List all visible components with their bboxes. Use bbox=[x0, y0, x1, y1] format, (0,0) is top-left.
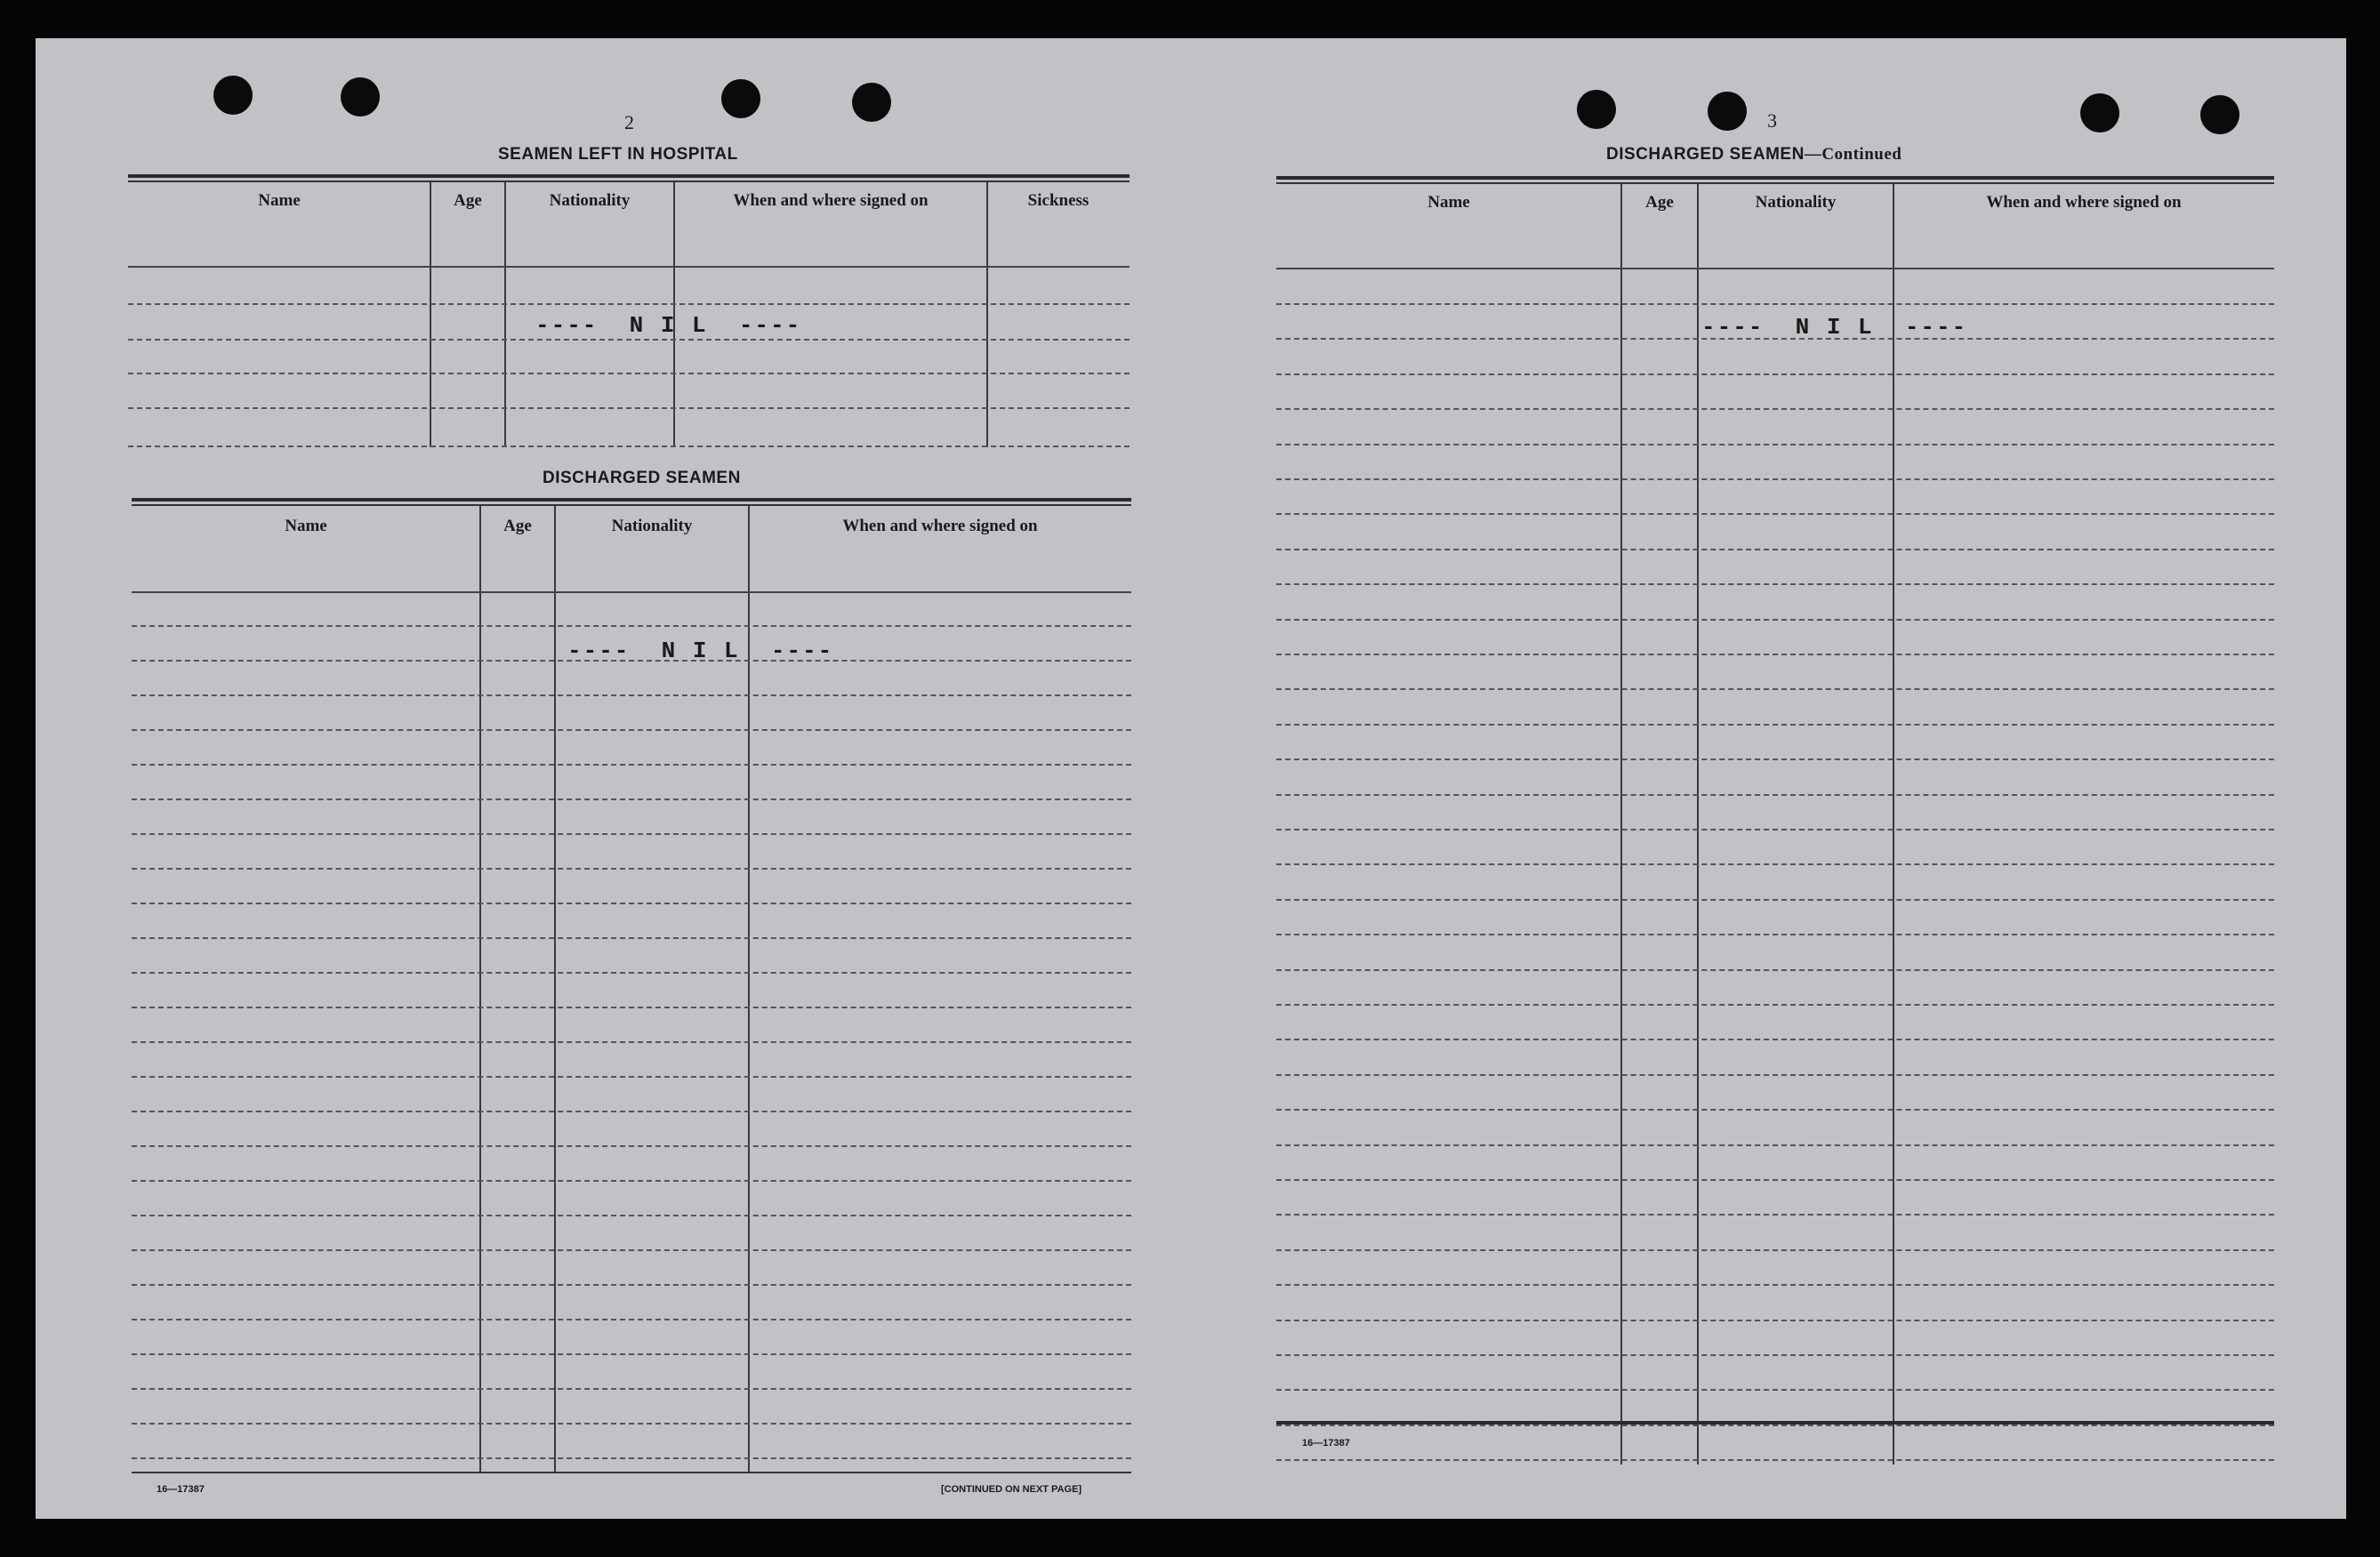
right-bottom-rule bbox=[1276, 1421, 2274, 1425]
row-line bbox=[132, 694, 1131, 696]
right-nil-entry: ---- N I L ---- bbox=[1701, 314, 1968, 341]
row-line bbox=[1276, 373, 2274, 375]
discharged-col-nationality: Nationality bbox=[611, 517, 693, 535]
row-line bbox=[1276, 1389, 2274, 1391]
row-line bbox=[1276, 969, 2274, 971]
hospital-col-age: Age bbox=[454, 191, 482, 210]
row-line bbox=[1276, 1320, 2274, 1321]
row-line bbox=[1276, 688, 2274, 690]
row-line bbox=[132, 764, 1131, 766]
hospital-col-name: Name bbox=[258, 191, 301, 210]
row-line bbox=[1276, 1144, 2274, 1146]
row-line bbox=[132, 1145, 1131, 1147]
row-line bbox=[132, 1423, 1131, 1425]
row-line bbox=[128, 339, 1130, 341]
continued-note: [CONTINUED ON NEXT PAGE] bbox=[941, 1484, 1082, 1495]
row-line bbox=[132, 729, 1131, 731]
page-number-right: 3 bbox=[1767, 109, 1777, 132]
document-sheet bbox=[36, 38, 2346, 1519]
punch-hole bbox=[721, 79, 760, 118]
row-line bbox=[128, 407, 1130, 409]
row-line bbox=[132, 1284, 1131, 1286]
row-line bbox=[132, 903, 1131, 904]
row-line bbox=[132, 868, 1131, 870]
row-line bbox=[1276, 863, 2274, 865]
row-line bbox=[1276, 829, 2274, 831]
right-col-nationality: Nationality bbox=[1755, 193, 1837, 212]
hospital-nil-entry: ---- N I L ---- bbox=[535, 312, 802, 339]
row-line bbox=[1276, 619, 2274, 621]
discharged-col-name: Name bbox=[285, 517, 327, 535]
punch-hole bbox=[213, 76, 253, 115]
right-section-title-main: DISCHARGED SEAMEN bbox=[1606, 145, 1805, 164]
right-section-title bbox=[1606, 145, 1902, 165]
col-divider bbox=[479, 506, 481, 1473]
row-line bbox=[132, 972, 1131, 974]
col-divider bbox=[554, 506, 556, 1473]
row-line bbox=[1276, 513, 2274, 515]
punch-hole bbox=[341, 77, 380, 116]
row-line bbox=[1276, 444, 2274, 445]
row-line bbox=[132, 1353, 1131, 1355]
hospital-table bbox=[128, 182, 1130, 449]
row-line bbox=[128, 303, 1130, 305]
row-line bbox=[1276, 583, 2274, 585]
right-top-rule bbox=[1276, 176, 2274, 180]
row-line bbox=[1276, 724, 2274, 726]
form-number-left: 16—17387 bbox=[157, 1484, 205, 1495]
header-rule bbox=[128, 266, 1130, 268]
row-line bbox=[1276, 478, 2274, 480]
row-line bbox=[128, 373, 1130, 374]
row-line bbox=[132, 1388, 1131, 1390]
row-line bbox=[132, 1180, 1131, 1182]
row-line bbox=[132, 937, 1131, 939]
right-discharged-table bbox=[1276, 184, 2274, 1465]
punch-hole bbox=[1708, 92, 1747, 131]
form-number-right: 16—17387 bbox=[1302, 1438, 1350, 1449]
row-line bbox=[132, 625, 1131, 627]
discharged-top-rule bbox=[132, 498, 1131, 502]
hospital-section-title: SEAMEN LEFT IN HOSPITAL bbox=[498, 145, 738, 164]
row-line bbox=[1276, 654, 2274, 655]
row-line bbox=[1276, 1249, 2274, 1251]
row-line bbox=[1276, 1459, 2274, 1461]
row-line bbox=[1276, 408, 2274, 410]
row-line bbox=[132, 1007, 1131, 1008]
page-number-left: 2 bbox=[624, 111, 634, 133]
row-line bbox=[128, 445, 1130, 447]
punch-hole bbox=[2200, 95, 2239, 134]
row-line bbox=[132, 1076, 1131, 1078]
row-line bbox=[1276, 794, 2274, 796]
row-line bbox=[1276, 934, 2274, 935]
row-line bbox=[1276, 1109, 2274, 1111]
header-rule bbox=[1276, 268, 2274, 269]
row-line bbox=[1276, 1039, 2274, 1040]
discharged-section-title: DISCHARGED SEAMEN bbox=[543, 469, 741, 487]
row-line bbox=[1276, 1354, 2274, 1356]
discharged-col-age: Age bbox=[503, 517, 532, 535]
header-rule bbox=[132, 591, 1131, 593]
row-line bbox=[1276, 1074, 2274, 1076]
row-line bbox=[132, 1215, 1131, 1216]
row-line bbox=[1276, 899, 2274, 901]
row-line bbox=[1276, 758, 2274, 760]
row-line bbox=[132, 799, 1131, 800]
discharged-nil-entry: ---- N I L ---- bbox=[567, 638, 834, 664]
hospital-col-signed-on: When and where signed on bbox=[733, 191, 929, 210]
col-divider bbox=[1697, 184, 1699, 1465]
row-line bbox=[132, 1041, 1131, 1043]
row-line bbox=[132, 1249, 1131, 1251]
col-divider bbox=[1893, 184, 1894, 1465]
row-line bbox=[132, 1319, 1131, 1320]
right-col-age: Age bbox=[1645, 193, 1674, 212]
row-line bbox=[132, 1457, 1131, 1459]
row-line bbox=[1276, 1179, 2274, 1181]
row-line bbox=[1276, 549, 2274, 550]
punch-hole bbox=[2080, 93, 2119, 132]
row-line bbox=[1276, 303, 2274, 305]
col-divider bbox=[1620, 184, 1622, 1465]
right-col-name: Name bbox=[1427, 193, 1470, 212]
hospital-top-rule bbox=[128, 174, 1130, 178]
row-line bbox=[1276, 1004, 2274, 1006]
row-line bbox=[1276, 1214, 2274, 1216]
punch-hole bbox=[1577, 90, 1616, 129]
discharged-bottom-rule bbox=[132, 1472, 1131, 1473]
row-line bbox=[132, 833, 1131, 835]
discharged-col-signed-on: When and where signed on bbox=[842, 517, 1038, 535]
hospital-col-nationality: Nationality bbox=[549, 191, 631, 210]
row-line bbox=[1276, 1425, 2274, 1426]
row-line bbox=[132, 1111, 1131, 1112]
discharged-table bbox=[132, 506, 1131, 1477]
row-line bbox=[1276, 1284, 2274, 1286]
right-col-signed-on: When and where signed on bbox=[1986, 193, 2182, 212]
punch-hole bbox=[852, 83, 891, 122]
hospital-col-sickness: Sickness bbox=[1027, 191, 1089, 210]
right-section-title-suffix: —Continued bbox=[1804, 145, 1902, 164]
